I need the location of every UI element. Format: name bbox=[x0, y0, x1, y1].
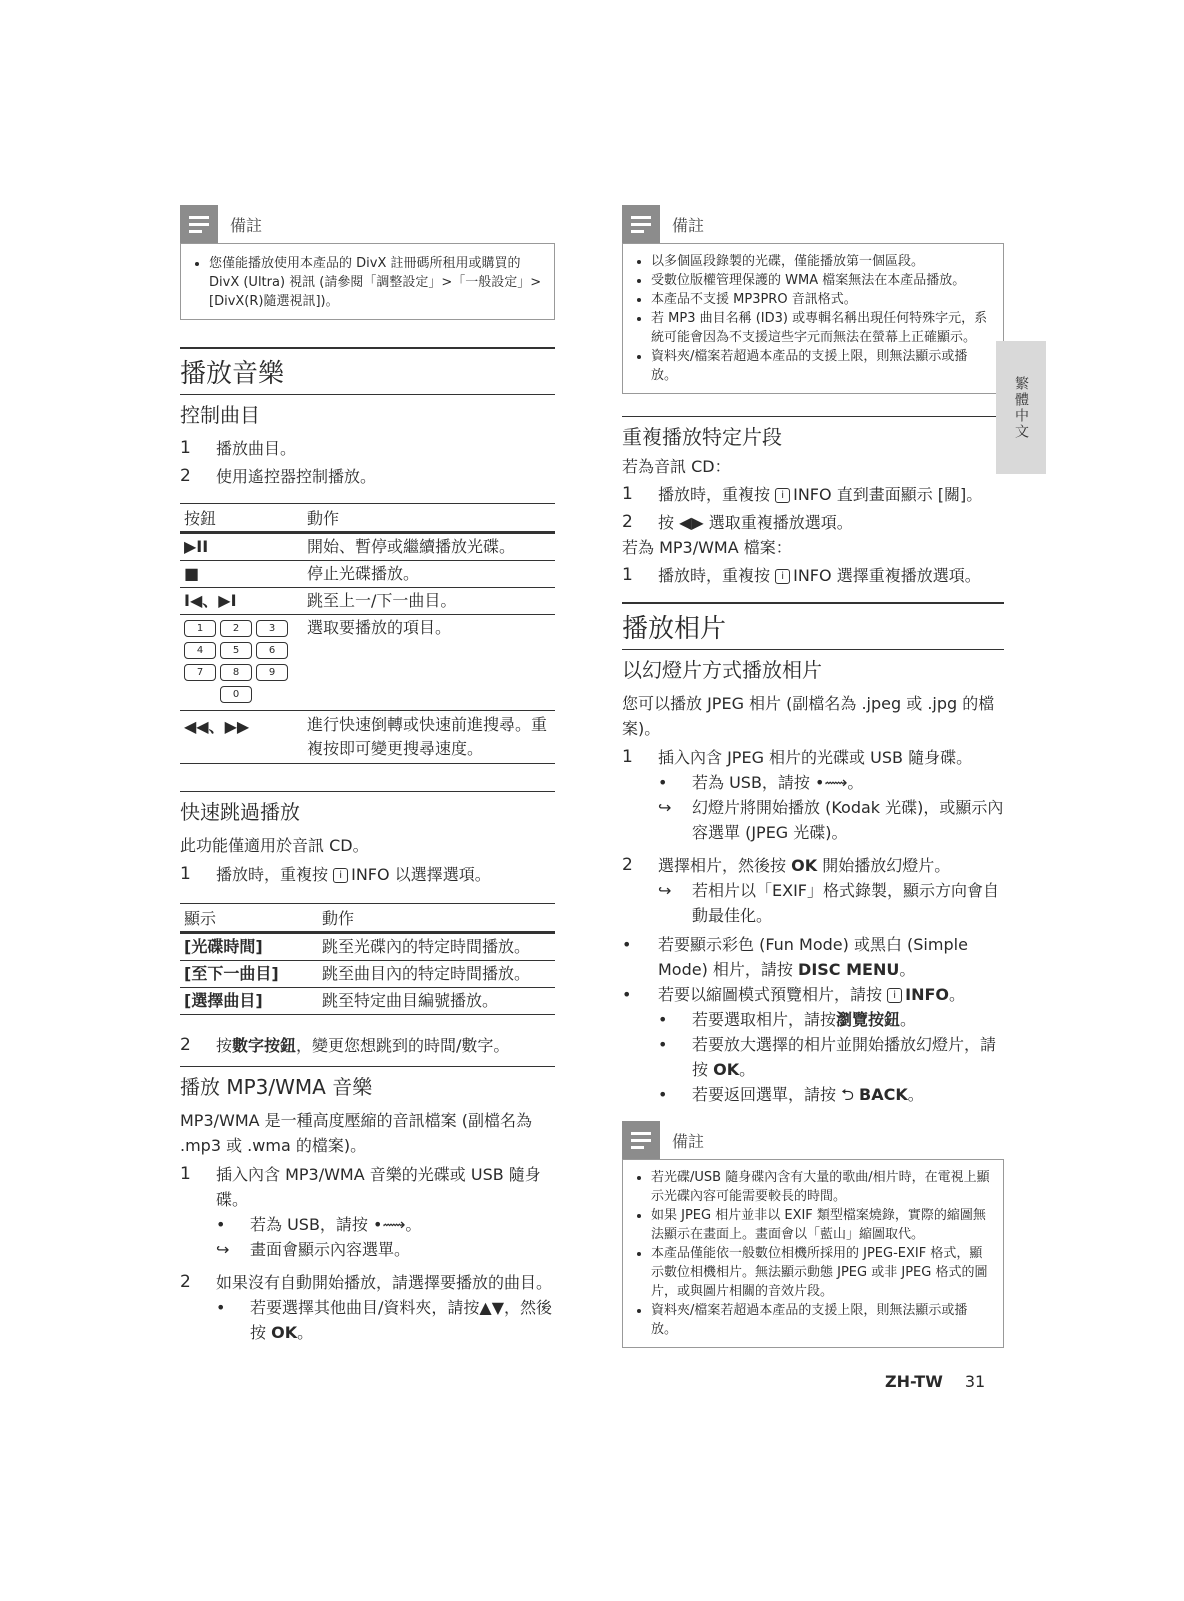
note-title: 備註 bbox=[672, 215, 705, 235]
note-item: • 本產品不支援 MP3PRO 音訊格式。 bbox=[651, 290, 993, 309]
note-icon bbox=[180, 205, 218, 243]
result-line: ↪ 若相片以「EXIF」格式錄製，顯示方向會自動最佳化。 bbox=[622, 878, 1004, 928]
control-tracks-heading: 控制曲目 bbox=[180, 403, 260, 427]
result-line: ↪ 畫面會顯示內容選單。 bbox=[180, 1237, 555, 1262]
slideshow-heading: 以幻燈片方式播放相片 bbox=[622, 658, 822, 682]
left-column bbox=[180, 205, 555, 1345]
language-side-tab bbox=[996, 341, 1046, 474]
arrow-icon: ↪ bbox=[658, 798, 672, 817]
table-row: ■ 停止光碟播放。 bbox=[180, 561, 555, 588]
note-box bbox=[622, 1159, 1004, 1348]
step-1: 1 插入內含 MP3/WMA 音樂的光碟或 USB 隨身碟。 bbox=[180, 1164, 541, 1209]
note-item: • 本產品僅能依一般數位相機所採用的 JPEG-EXIF 格式，顯示數位相機相片。無法顯示動態 JPEG 或非 JPEG 格式的圖片，或與圖片相關的音效片段。 bbox=[651, 1244, 993, 1301]
note-icon bbox=[622, 205, 660, 243]
note-header bbox=[180, 205, 555, 243]
note-item: • 以多個區段錄製的光碟，僅能播放第一個區段。 bbox=[651, 252, 993, 271]
table-header: 動作 bbox=[303, 504, 555, 533]
paragraph: MP3/WMA 是一種高度壓縮的音訊檔案 (副檔名為 .mp3 或 .wma 的檔案)。 bbox=[180, 1111, 533, 1155]
paragraph: 此功能僅適用於音訊 CD。 bbox=[180, 836, 369, 855]
repeat-heading: 重複播放特定片段 bbox=[622, 416, 1004, 454]
usb-icon: •⟿ bbox=[815, 773, 848, 792]
arrow-icon: ↪ bbox=[658, 881, 672, 900]
right-column bbox=[622, 205, 1004, 1348]
note-box bbox=[622, 243, 1004, 394]
back-icon: ⮌ bbox=[841, 1085, 854, 1104]
sub-bullet: • 若要返回選單，請按 ⮌ BACK。 bbox=[658, 1085, 924, 1104]
result-line: ↪ 幻燈片將開始播放 (Kodak 光碟)，或顯示內容選單 (JPEG 光碟)。 bbox=[622, 795, 1004, 845]
mp3-heading: 播放 MP3/WMA 音樂 bbox=[180, 1066, 555, 1104]
sub-bullet: • 若為 USB，請按 •⟿。 bbox=[216, 1215, 422, 1234]
sub-bullet: • 若要放大選擇的相片並開始播放幻燈片，請按 OK。 bbox=[658, 1035, 997, 1079]
step-2: 2 按數字按鈕，變更您想跳到的時間/數字。 bbox=[180, 1035, 510, 1055]
note-title: 備註 bbox=[672, 1131, 705, 1151]
step-1: 1 插入內含 JPEG 相片的光碟或 USB 隨身碟。 bbox=[622, 747, 973, 767]
step-2: 2 如果沒有自動開始播放，請選擇要播放的曲目。 bbox=[180, 1272, 553, 1292]
cd-label: 若為音訊 CD： bbox=[622, 457, 731, 476]
step-1: 1 播放曲目。 bbox=[180, 438, 297, 458]
info-icon: i bbox=[775, 488, 790, 503]
step-2: 2 使用遙控器控制播放。 bbox=[180, 466, 377, 486]
note-header bbox=[622, 1121, 1004, 1159]
note-item: • 資料夾/檔案若超過本產品的支援上限，則無法顯示或播放。 bbox=[651, 1301, 993, 1339]
footer-language-code: ZH-TW bbox=[885, 1372, 943, 1391]
table-header: 按鈕 bbox=[180, 504, 303, 533]
sub-bullet: • 若要選取相片，請按瀏覽按鈕。 bbox=[658, 1010, 917, 1029]
page-number: 31 bbox=[964, 1372, 986, 1391]
note-item: • 若光碟/USB 隨身碟內含有大量的歌曲/相片時，在電視上顯示光碟內容可能需要較長的時間。 bbox=[651, 1168, 993, 1206]
side-tab-label: 繁體中文 bbox=[1013, 375, 1029, 440]
paragraph: 您可以播放 JPEG 相片 (副檔名為 .jpeg 或 .jpg 的檔案)。 bbox=[622, 694, 995, 738]
section-title-photos: 播放相片 bbox=[622, 602, 1004, 650]
note-icon bbox=[622, 1121, 660, 1159]
table-row: [至下一曲目] 跳至曲目內的特定時間播放。 bbox=[180, 961, 555, 988]
step-1: 1 播放時，重複按 i INFO 以選擇選項。 bbox=[180, 864, 491, 884]
note-item: • 如果 JPEG 相片並非以 EXIF 類型檔案燒錄，實際的縮圖無法顯示在畫面上。畫面會以「藍山」縮圖取代。 bbox=[651, 1206, 993, 1244]
step-1: 1 播放時，重複按 i INFO 直到畫面顯示 [關]。 bbox=[622, 484, 983, 504]
table-row: [光碟時間] 跳至光碟內的特定時間播放。 bbox=[180, 933, 555, 961]
control-table bbox=[180, 503, 555, 764]
sub-bullet: • 若要選擇其他曲目/資料夾，請按▲▼，然後按 OK。 bbox=[216, 1298, 553, 1342]
note-item: • 若 MP3 曲目名稱 (ID3) 或專輯名稱出現任何特殊字元，系統可能會因為不支援這些字元而無法在螢幕上正確顯示。 bbox=[651, 309, 993, 347]
usb-icon: •⟿ bbox=[373, 1215, 406, 1234]
skip-table bbox=[180, 903, 555, 1015]
bullet: • 若要以縮圖模式預覽相片，請按 i INFO。 bbox=[622, 985, 965, 1004]
info-icon: i bbox=[775, 569, 790, 584]
table-header: 動作 bbox=[318, 904, 555, 933]
arrow-icon: ↪ bbox=[216, 1240, 230, 1259]
section-title-music: 播放音樂 bbox=[180, 347, 555, 395]
note-item: • 受數位版權管理保護的 WMA 檔案無法在本產品播放。 bbox=[651, 271, 993, 290]
table-row: ◀◀、▶▶ 進行快速倒轉或快速前進搜尋。重複按即可變更搜尋速度。 bbox=[180, 711, 555, 764]
note-header bbox=[622, 205, 1004, 243]
page-footer bbox=[885, 1372, 985, 1391]
note-item: • 資料夾/檔案若超過本產品的支援上限，則無法顯示或播放。 bbox=[651, 347, 993, 385]
table-header: 顯示 bbox=[180, 904, 318, 933]
step-2: 2 選擇相片，然後按 OK 開始播放幻燈片。 bbox=[622, 855, 951, 875]
info-icon: i bbox=[333, 868, 348, 883]
table-row: [選擇曲目] 跳至特定曲目編號播放。 bbox=[180, 988, 555, 1015]
step-1: 1 播放時，重複按 i INFO 選擇重複播放選項。 bbox=[622, 565, 981, 585]
numeric-keypad-icon: 1 2 3 4 5 6 7 8 9 0 bbox=[184, 616, 299, 709]
note-box bbox=[180, 243, 555, 320]
table-row: 1 2 3 4 5 6 7 8 9 0 選取要播放的項目。 bbox=[180, 615, 555, 711]
sub-bullet: • 若為 USB，請按 •⟿。 bbox=[658, 773, 864, 792]
quick-skip-heading: 快速跳過播放 bbox=[180, 791, 555, 829]
bullet: • 若要顯示彩色 (Fun Mode) 或黑白 (Simple Mode) 相片，請按 DISC MENU。 bbox=[622, 935, 968, 979]
table-row: I◀、▶I 跳至上一/下一曲目。 bbox=[180, 588, 555, 615]
note-item: • 您僅能播放使用本產品的 DivX 註冊碼所租用或購買的 DivX (Ultra) 視訊 (請參閱「調整設定」>「一般設定」> [DivX(R)隨選視訊])。 bbox=[209, 254, 544, 311]
info-icon: i bbox=[887, 988, 902, 1003]
mp3-label: 若為 MP3/WMA 檔案： bbox=[622, 538, 792, 557]
table-row: ▶II 開始、暫停或繼續播放光碟。 bbox=[180, 533, 555, 561]
note-title: 備註 bbox=[230, 215, 263, 235]
step-2: 2 按 ◀▶ 選取重複播放選項。 bbox=[622, 512, 853, 532]
